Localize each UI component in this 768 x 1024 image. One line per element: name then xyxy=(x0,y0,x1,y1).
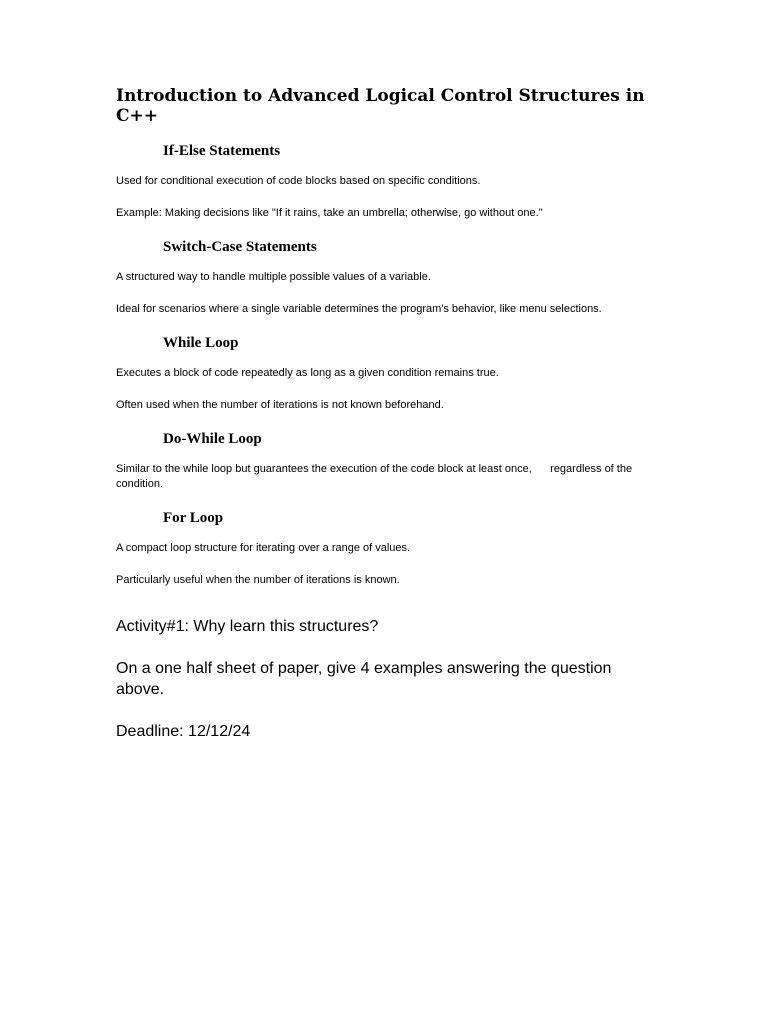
document-title: Introduction to Advanced Logical Control Structures in C++ xyxy=(116,86,645,126)
section-do-while-loop xyxy=(116,430,656,492)
section-text: Similar to the while loop but guarantees the execution of the code block at least once, regardless of the condition. xyxy=(116,463,636,490)
section-text: Ideal for scenarios where a single variable determines the program's behavior, like menu selections. xyxy=(116,303,602,315)
section-switch-case xyxy=(116,238,656,317)
activity-instruction: On a one half sheet of paper, give 4 examples answering the question above. xyxy=(116,660,612,698)
section-for-loop xyxy=(116,509,656,588)
section-text: Example: Making decisions like "If it rains, take an umbrella; otherwise, go without one." xyxy=(116,207,543,219)
section-text: Used for conditional execution of code blocks based on specific conditions. xyxy=(116,175,481,187)
activity-title: Activity#1: Why learn this structures? xyxy=(116,618,379,635)
document-page xyxy=(116,86,656,763)
section-while-loop xyxy=(116,334,656,413)
section-if-else xyxy=(116,142,656,221)
section-heading: If-Else Statements xyxy=(163,143,281,159)
section-heading: For Loop xyxy=(163,510,224,526)
section-text: Particularly useful when the number of iterations is known. xyxy=(116,574,400,586)
section-heading: Do-While Loop xyxy=(163,431,262,447)
section-text: Often used when the number of iterations is not known beforehand. xyxy=(116,399,444,411)
section-heading: Switch-Case Statements xyxy=(163,239,317,255)
activity-deadline: Deadline: 12/12/24 xyxy=(116,723,251,740)
section-text: Executes a block of code repeatedly as long as a given condition remains true. xyxy=(116,367,499,379)
activity-block xyxy=(116,616,656,742)
section-text: A structured way to handle multiple possible values of a variable. xyxy=(116,271,431,283)
section-text: A compact loop structure for iterating over a range of values. xyxy=(116,542,411,554)
section-heading: While Loop xyxy=(163,335,239,351)
spacer xyxy=(116,602,656,616)
